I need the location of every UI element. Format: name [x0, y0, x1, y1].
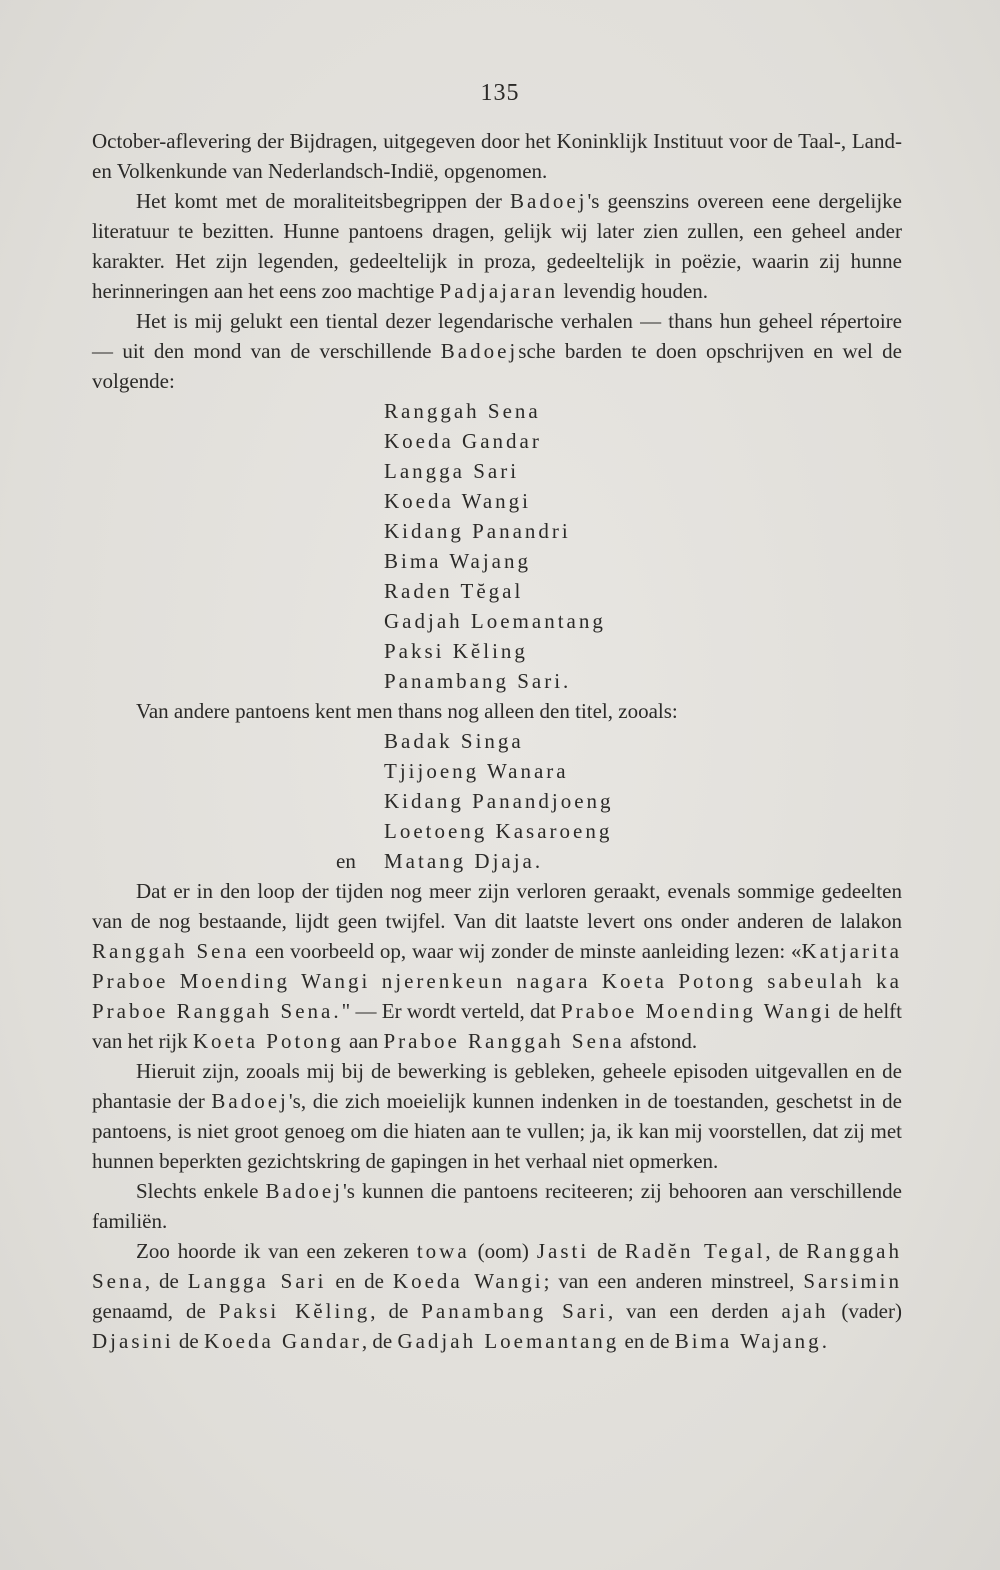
- text-span: en de: [326, 1269, 393, 1293]
- text-span: Dat er in den loop der tijden nog meer zijn verloren geraakt, evenals sommige gedeelten van de nog bestaande, lijdt geen twijfel. Van dit laatste levert ons onder anderen de lalakon: [92, 879, 902, 933]
- text-span: (vader): [828, 1299, 902, 1323]
- spaced-name: Koeda Wangi: [392, 1269, 544, 1293]
- list-item: Tjijoeng Wanara: [384, 759, 569, 783]
- list-item: Gadjah Loemantang: [384, 609, 606, 633]
- text-span: Van andere pantoens kent men thans nog alleen den titel, zooals:: [136, 699, 678, 723]
- spaced-name: Koeda Gandar: [204, 1329, 362, 1353]
- list-item: Kidang Panandjoeng: [384, 789, 614, 813]
- text-span: , de: [361, 1329, 398, 1353]
- spaced-name: towa: [416, 1239, 470, 1263]
- text-span: afstond.: [624, 1029, 698, 1053]
- list-item: Kidang Panandri: [384, 519, 571, 543]
- text-span: 's kunnen die pantoens reciteeren; zij behooren aan verschillende familiën.: [92, 1179, 902, 1233]
- text-span: de helft van het rijk: [92, 999, 902, 1053]
- list-item-last: [92, 846, 902, 876]
- spaced-name: Langga Sari: [187, 1269, 327, 1293]
- text-span: 's geenszins overeen eene dergelijke literatuur te bezitten. Hunne pantoens dragen, gelijk wij later zien zullen, een geheel ander karakter. Het zijn legenden, gedeeltelijk in proza, gedeeltelijk in poëzie, waarin zij hunne herinneringen aan het eens zoo machtige: [92, 189, 902, 303]
- text-span: (oom): [469, 1239, 537, 1263]
- spaced-name: Radĕn Tegal: [624, 1239, 766, 1263]
- spaced-name: Badoej: [510, 189, 588, 213]
- text-span: , van een derden: [607, 1299, 782, 1323]
- page-number: 135: [480, 80, 520, 106]
- text-span: sche barden te doen opschrijven en wel de volgende:: [92, 339, 902, 393]
- spaced-name: Gadjah Loemantang: [397, 1329, 620, 1353]
- spaced-name: ajah: [781, 1299, 829, 1323]
- spaced-name: Sarsimin: [803, 1269, 902, 1293]
- spaced-name: Jasti: [536, 1239, 590, 1263]
- list-item: Langga Sari: [384, 459, 520, 483]
- list-item-text: Matang Djaja.: [384, 849, 544, 873]
- paragraph-3: [92, 306, 902, 396]
- legend-list: [92, 396, 902, 696]
- spaced-name: Praboe Moending Wangi: [560, 999, 834, 1023]
- text-span: " — Er wordt verteld, dat: [341, 999, 561, 1023]
- list-item: Bima Wajang: [384, 549, 531, 573]
- text-span: een voorbeeld op, waar wij zonder de minste aanleiding lezen: «: [249, 939, 802, 963]
- spaced-name: Ranggah Sena: [92, 939, 250, 963]
- list-item: Ranggah Sena: [384, 399, 541, 423]
- paragraph-5: [92, 876, 902, 1056]
- spaced-name: Djasini: [92, 1329, 174, 1353]
- spaced-name: Badoej: [211, 1089, 289, 1113]
- paragraph-7: [92, 1176, 902, 1236]
- page-body: [92, 126, 902, 1356]
- text-span: levendig houden.: [558, 279, 709, 303]
- spaced-name: Paksi Kĕling: [218, 1299, 371, 1323]
- paragraph-2: [92, 186, 902, 306]
- text-span: 's, die zich moeielijk kunnen indenken in de toestanden, geschetst in de pantoens, is niet groot genoeg om die hiaten aan te vullen; ja, ik kan mij voorstellen, dat zij met hunnen beperkten gezichtskring de gapingen in het verhaal niet opmerken.: [92, 1089, 902, 1173]
- list-item: Raden Tĕgal: [384, 579, 524, 603]
- list-item: Loetoeng Kasaroeng: [384, 819, 613, 843]
- spaced-name: Panambang Sari: [421, 1299, 608, 1323]
- spaced-name: Bima Wajang: [674, 1329, 822, 1353]
- text-span: , de: [144, 1269, 188, 1293]
- text-span: Hieruit zijn, zooals mij bij de bewerking is gebleken, geheele episoden uitgevallen en de phantasie der: [92, 1059, 902, 1113]
- text-span: October-aflevering der Bijdragen, uitgegeven door het Koninklijk Instituut voor de Taal-, Land- en Volkenkunde van Nederlandsch-Indië, opgenomen.: [92, 129, 902, 183]
- spaced-name: Katjarita Praboe Moending Wangi njerenkeun nagara Koeta Potong sabeulah ka Praboe Ranggah Sena.: [92, 939, 902, 1023]
- paragraph-4: [92, 696, 902, 726]
- text-span: Het komt met de moraliteitsbegrippen der: [136, 189, 510, 213]
- spaced-name: Badoej: [440, 339, 519, 363]
- paragraph-6: [92, 1056, 902, 1176]
- text-span: aan: [343, 1029, 384, 1053]
- text-span: ; van een anderen minstreel,: [543, 1269, 804, 1293]
- list-item: Koeda Wangi: [384, 489, 531, 513]
- text-span: de: [173, 1329, 204, 1353]
- text-span: , de: [370, 1299, 422, 1323]
- text-span: de: [589, 1239, 625, 1263]
- text-span: , de: [765, 1239, 807, 1263]
- paragraph-8: [92, 1236, 902, 1356]
- list-item: Badak Singa: [384, 729, 524, 753]
- list-item: Panambang Sari.: [384, 669, 572, 693]
- text-span: Het is mij gelukt een tiental dezer legendarische verhalen — thans hun geheel répertoire — uit den mond van de verschillende: [92, 309, 902, 363]
- spaced-name: Padjajaran: [439, 279, 559, 303]
- text-span: en de: [619, 1329, 675, 1353]
- list-prefix: en: [336, 849, 356, 873]
- list-item: Koeda Gandar: [384, 429, 542, 453]
- text-span: genaamd, de: [92, 1299, 219, 1323]
- spaced-name: Badoej: [265, 1179, 343, 1203]
- spaced-name: Praboe Ranggah Sena: [383, 1029, 625, 1053]
- list-item: Paksi Kĕling: [384, 639, 528, 663]
- spaced-name: Ranggah Sena: [92, 1239, 902, 1293]
- spaced-name: Koeta Potong: [192, 1029, 344, 1053]
- paragraph-1: [92, 126, 902, 186]
- title-list: [92, 726, 902, 876]
- text-span: Slechts enkele: [136, 1179, 266, 1203]
- text-span: .: [821, 1329, 827, 1353]
- text-span: Zoo hoorde ik van een zekeren: [136, 1239, 417, 1263]
